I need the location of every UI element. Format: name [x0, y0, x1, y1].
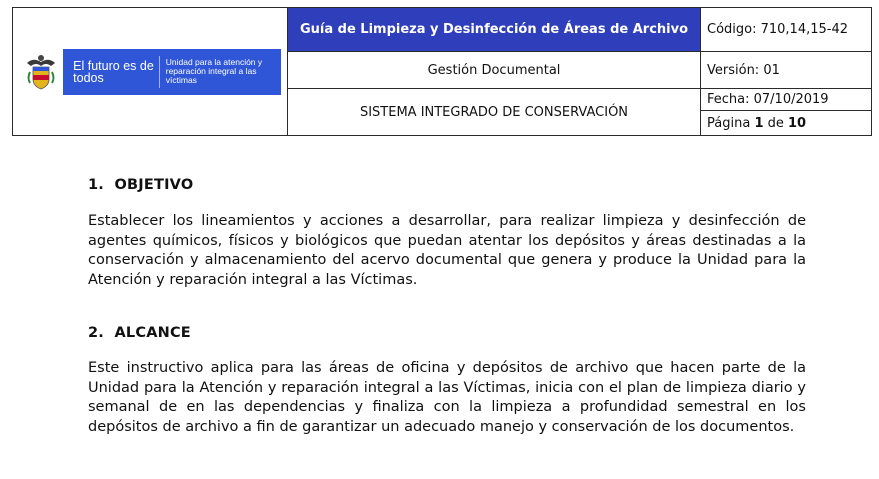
colombia-shield-icon — [19, 49, 63, 95]
page-of: de — [767, 115, 784, 131]
document-header-table — [12, 7, 872, 136]
section-text-alcance: Este instructivo aplica para las áreas de oficina y depósitos de archivo que hacen parte de la Unidad para la Atención y reparación integral a las Víctimas, inicia con el plan de limpieza diario y semanal de en las dependencias y finaliza con la limpieza a profundidad semestral en los depósitos de archivo a fin de garantizar un adecuado manejo y conservación de los documentos. — [88, 360, 806, 435]
document-date: Fecha: 07/10/2019 — [701, 89, 872, 111]
logo-divider — [159, 56, 160, 88]
page-current: 1 — [754, 115, 764, 131]
document-subtitle: Gestión Documental — [288, 52, 701, 89]
logo-entity-name: Unidad para la atención y reparación integral a las víctimas — [165, 57, 263, 85]
section-heading-alcance: 2. ALCANCE — [88, 325, 191, 341]
institution-logo — [19, 49, 281, 95]
document-version: Versión: 01 — [701, 52, 872, 89]
document-title: Guía de Limpieza y Desinfección de Áreas de Archivo — [288, 8, 701, 52]
page-indicator — [701, 111, 872, 136]
logo-slogan: El futuro es de todos — [73, 58, 154, 85]
page-total: 10 — [788, 115, 807, 131]
page-prefix: Página — [707, 115, 751, 131]
section-text-objetivo: Establecer los lineamientos y acciones a desarrollar, para realizar limpieza y desinfección de agentes químicos, físicos y biológicos que puedan atentar los depósitos y áreas destinadas a la conservación y almacenamiento del acervo documental que genera y produce la Unidad para la Atención y reparación integral a las Víctimas. — [88, 213, 806, 288]
section-heading-objetivo: 1. OBJETIVO — [88, 177, 194, 193]
document-code: Código: 710,14,15-42 — [701, 8, 872, 52]
logo-cell — [13, 8, 288, 136]
system-name: SISTEMA INTEGRADO DE CONSERVACIÓN — [288, 89, 701, 136]
